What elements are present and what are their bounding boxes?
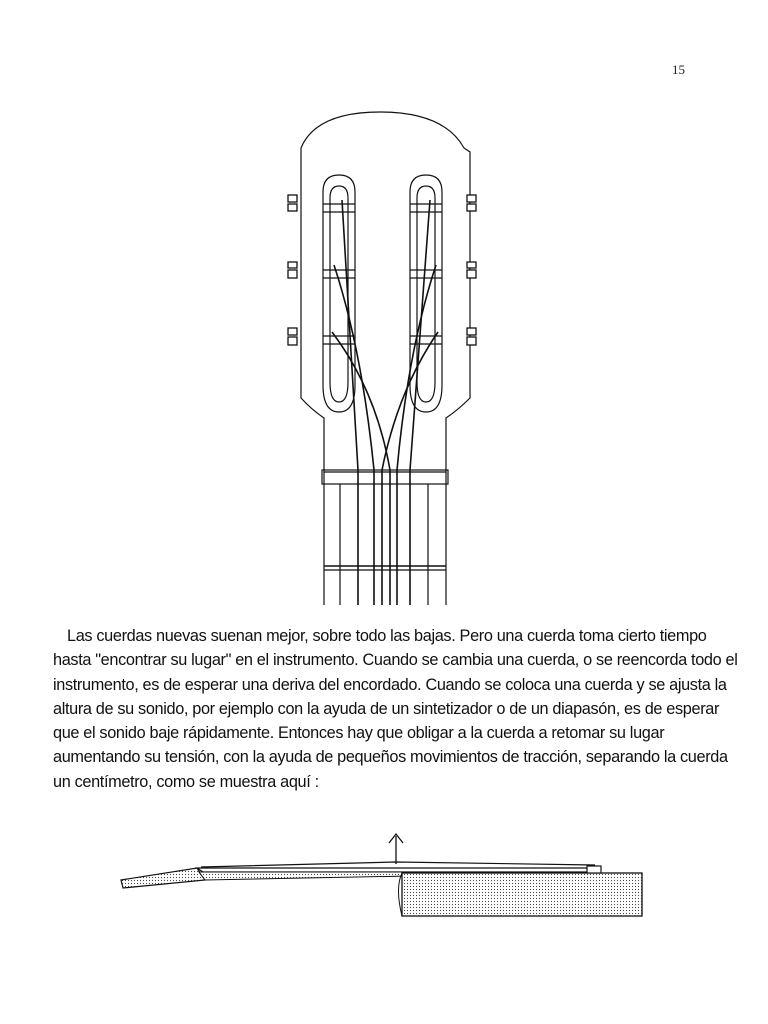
up-arrow-icon	[389, 834, 403, 864]
headstock-figure	[270, 100, 500, 605]
peg-right-2	[467, 262, 476, 278]
guitar-body-block	[402, 873, 642, 916]
fretboard	[199, 872, 410, 880]
body-text	[53, 624, 743, 794]
headstock-end	[121, 868, 205, 888]
peg-left-3	[288, 328, 297, 345]
peg-left-2	[288, 262, 297, 278]
peg-right-1	[467, 195, 476, 211]
body-paragraph: Las cuerdas nuevas suenan mejor, sobre todo las bajas. Pero una cuerda toma cierto tiempo hasta "encontrar su lugar" en el instrumento. Cuando se cambia una cuerda, o se reencorda todo el instrumento, es de esperar una deriva del encordado. Cuando se coloca una cuerda y se ajusta la altura de su sonido, por ejemplo con la ayuda de un sintetizador o de un diapasón, es de esperar que el sonido baje rápidamente. Entonces hay que obligar a la cuerda a retomar su lugar aumentando su tensión, con la ayuda de pequeños movimientos de tracción, separando la cuerda un centímetro, como se muestra aquí :	[53, 627, 738, 791]
peg-right-3	[467, 328, 476, 345]
left-slot-inner	[330, 186, 348, 402]
headstock-outline	[301, 112, 470, 472]
lifted-string	[201, 862, 595, 867]
peg-left-1	[288, 195, 297, 211]
bridge	[587, 866, 601, 873]
headstock-drawing	[270, 100, 500, 605]
page-number: 15	[672, 62, 685, 77]
tension-figure	[115, 828, 660, 923]
right-slot-inner	[417, 186, 435, 402]
right-slot	[410, 175, 442, 412]
tension-drawing	[115, 828, 660, 923]
left-slot	[323, 175, 355, 412]
tuning-pegs	[288, 195, 476, 345]
